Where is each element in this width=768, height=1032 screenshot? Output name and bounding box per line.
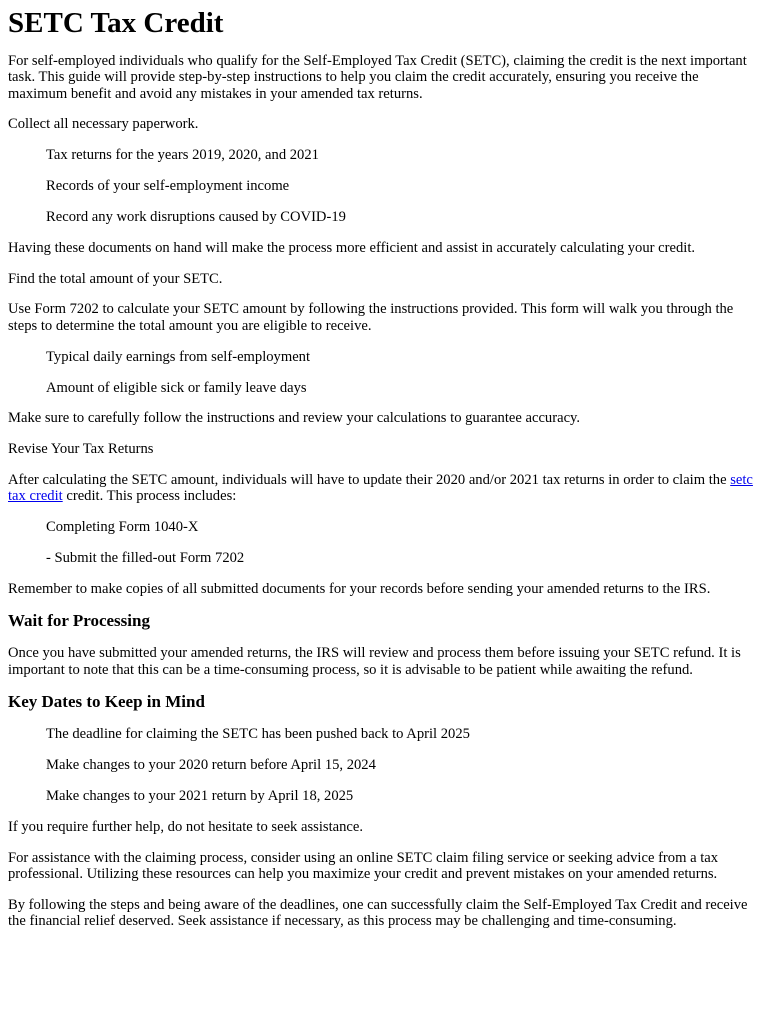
assistance-paragraph: For assistance with the claiming process, consider using an online SETC claim filing service or seeking advice from a tax professional. Utilizing these resources can help you maximize your credit and prevent mistakes on your amended returns. [8, 849, 719, 883]
list-item: Records of your self-employment income [46, 178, 290, 195]
list-item: Make changes to your 2021 return by April 18, 2025 [46, 788, 354, 805]
step3-note: Remember to make copies of all submitted documents for your records before sending your amended returns to the IRS. [8, 580, 711, 597]
list-item: Record any work disruptions caused by COVID-19 [46, 208, 346, 225]
step3-body-after: credit. This process includes: [62, 488, 237, 505]
key-dates-list [46, 726, 760, 804]
list-item: Amount of eligible sick or family leave days [46, 379, 307, 396]
conclusion-paragraph: By following the steps and being aware of the deadlines, one can successfully claim the Self-Employed Tax Credit and receive the financial relief deserved. Seek assistance if necessary, as this process may be challenging and time-consuming. [8, 896, 748, 930]
step3-heading: Revise Your Tax Returns [8, 441, 154, 458]
step3-body [8, 472, 760, 505]
list-item: Typical daily earnings from self-employment [46, 348, 311, 365]
article [0, 8, 768, 930]
setc-tax-credit-link[interactable]: setc tax credit [8, 472, 753, 505]
list-item: Tax returns for the years 2019, 2020, and 2021 [46, 147, 319, 164]
step2-note: Make sure to carefully follow the instructions and review your calculations to guarantee accuracy. [8, 410, 581, 427]
page-title: SETC Tax Credit [8, 7, 224, 39]
step1-note: Having these documents on hand will make the process more efficient and assist in accurately calculating your credit. [8, 239, 696, 256]
step3-list [46, 519, 760, 566]
list-item: - Submit the filled-out Form 7202 [46, 550, 245, 567]
step2-heading: Find the total amount of your SETC. [8, 270, 223, 287]
step1-list [46, 147, 760, 225]
intro-paragraph: For self-employed individuals who qualify for the Self-Employed Tax Credit (SETC), claiming the credit is the next important task. This guide will provide step-by-step instructions to help you claim the credit accurately, ensuring you receive the maximum benefit and avoid any mistakes in your amended tax returns. [8, 52, 747, 102]
step1-heading: Collect all necessary paperwork. [8, 116, 199, 133]
step3-body-before: After calculating the SETC amount, individuals will have to update their 2020 and/or 2021 tax returns in order to claim the [8, 472, 731, 489]
help-paragraph: If you require further help, do not hesitate to seek assistance. [8, 818, 363, 835]
step2-body: Use Form 7202 to calculate your SETC amount by following the instructions provided. This form will walk you through the steps to determine the total amount you are eligible to receive. [8, 301, 734, 334]
list-item: The deadline for claiming the SETC has been pushed back to April 2025 [46, 726, 470, 743]
processing-body: Once you have submitted your amended returns, the IRS will review and process them before issuing your SETC refund. It is important to note that this can be a time-consuming process, so it is advisable to be patient while awaiting the refund. [8, 645, 741, 678]
step2-list [46, 349, 760, 396]
list-item: Completing Form 1040-X [46, 519, 199, 536]
list-item: Make changes to your 2020 return before April 15, 2024 [46, 757, 376, 774]
key-dates-heading: Key Dates to Keep in Mind [8, 691, 205, 711]
processing-heading: Wait for Processing [8, 610, 150, 630]
